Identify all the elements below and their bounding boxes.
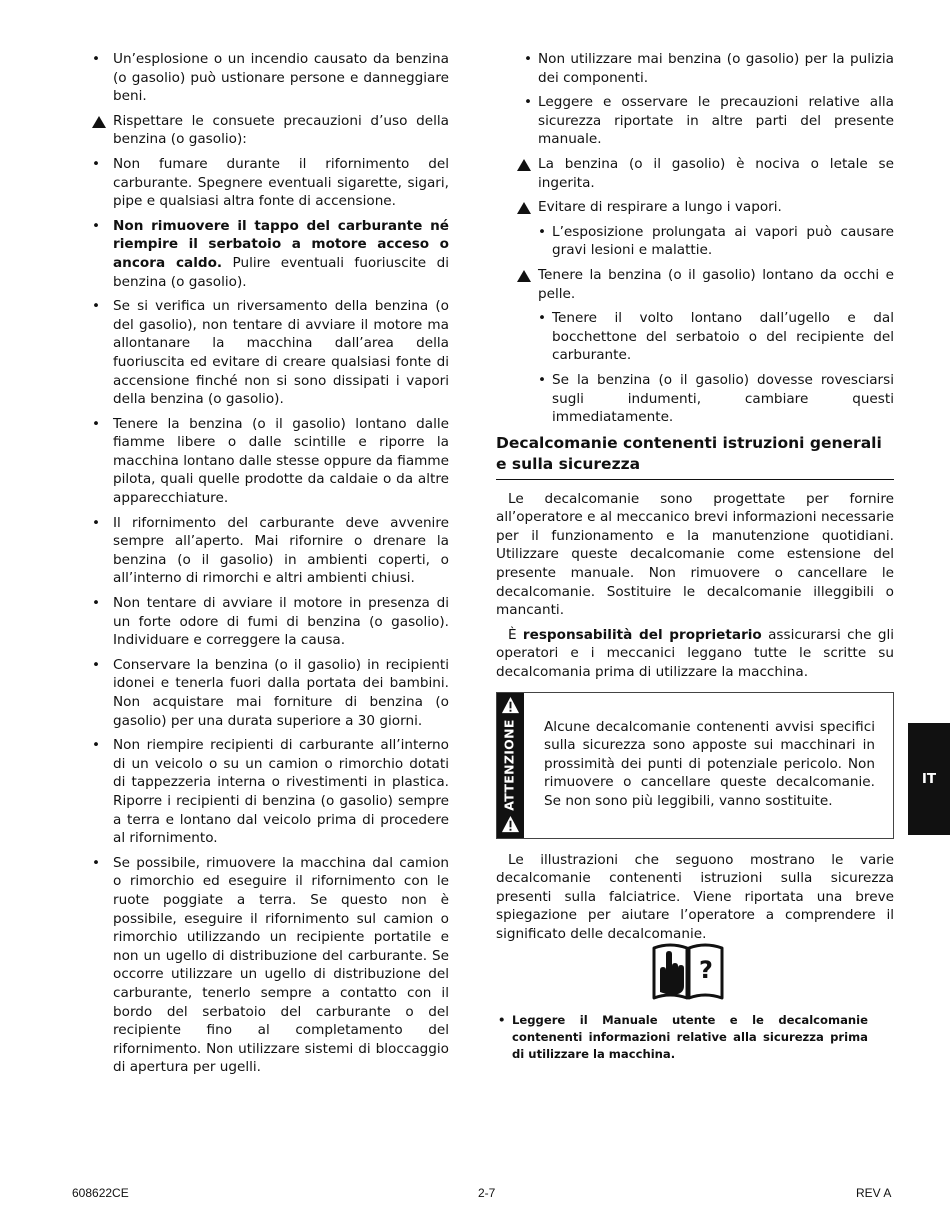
warning-triangle-icon: [517, 270, 531, 282]
warning-item-vapors: Evitare di respirare a lungo i vapori.: [517, 198, 894, 217]
bullet-outdoor-refuel: • Il rifornimento del carburante deve avvenire sempre all’aperto. Mai rifornire o drenare la benzina (o il gasolio) in ambienti coperti, o all’interno di rimorchi e altri ambienti chiusi.: [92, 514, 449, 588]
svg-text:?: ?: [699, 956, 713, 984]
section-title: Decalcomanie contenenti istruzioni generali e sulla sicurezza: [496, 433, 894, 480]
warning-triangle-icon: [517, 202, 531, 214]
warning-item-ingestion: La benzina (o il gasolio) è nociva o letale se ingerita.: [517, 155, 894, 192]
footer-revision: REV A: [856, 1186, 892, 1200]
bullet-exposure: • L’esposizione prolungata ai vapori può causare gravi lesioni e malattie.: [538, 223, 894, 260]
bullet-no-cleaning: • Non utilizzare mai benzina (o gasolio) per la pulizia dei componenti.: [524, 50, 894, 87]
paragraph-decals-intro: Le decalcomanie sono progettate per fornire all’operatore e al meccanico brevi informazioni necessarie per il funzionamento e la manutenzione quotidiani. Utilizzare queste decalcomanie come estensione del presente manuale. Non rimuovere o cancellare le decalcomanie. Sostituire le decalcomanie illeggibili o mancanti.: [496, 490, 894, 619]
footer-page-number: 2-7: [478, 1186, 496, 1200]
warning-triangle-icon: [517, 159, 531, 171]
bullet-no-smoking: • Non fumare durante il rifornimento del carburante. Spegnere eventuali sigarette, sigari, pipe e qualsiasi altra fonte di accensione.: [92, 155, 449, 211]
warning-text: Alcune decalcomanie contenenti avvisi specifici sulla sicurezza sono apposte sui macchinari in prossimità dei punti di potenziale pericolo. Non rimuovere o cancellare queste decalcomanie. Se non sono più leggibili, vanno sostituite.: [544, 718, 875, 809]
read-manual-icon: [650, 940, 726, 1004]
bullet-storage: • Conservare la benzina (o il gasolio) in recipienti idonei e tenerla fuori dalla portata dei bambini. Non acquistare mai forniture di benzina (o gasolio) per una durata superiore a 30 giorni.: [92, 656, 449, 730]
warning-box: [496, 692, 894, 839]
language-tab: [908, 723, 950, 835]
warning-band: [497, 693, 524, 838]
bullet-refuel-ground: • Se possibile, rimuovere la macchina dal camion o rimorchio ed eseguire il rifornimento con le ruote poggiate a terra. Se questo non è possibile, eseguire il rifornimento sul camion o rimorchio utilizzando un recipiente portatile e non un ugello di distribuzione del carburante. Se occorre utilizzare un ugello di distribuzione del carburante, tenerlo sempre a contatto con il bordo del serbatoio del carburante o del recipiente fino al completamento del rifornimento. Non utilizzare sistemi di bloccaggio di apertura per ugelli.: [92, 854, 449, 1077]
icon-caption: [498, 1012, 868, 1069]
bullet-containers: • Non riempire recipienti di carburante all’interno di un veicolo o su un camion o rimorchio dotati di tappezzeria interna o rivestimenti in plastica. Riporre i recipienti di benzina (o gasolio) sempre a terra e lontano dal veicolo prima di procedere al rifornimento.: [92, 736, 449, 848]
warning-item-eyes-skin: Tenere la benzina (o il gasolio) lontano da occhi e pelle.: [517, 266, 894, 303]
bullet-fumes: • Non tentare di avviare il motore in presenza di un forte odore di fumi di benzina (o gasolio). Individuare e correggere la causa.: [92, 594, 449, 650]
bullet-read-precautions: • Leggere e osservare le precauzioni relative alla sicurezza riportate in altre parti del presente manuale.: [524, 93, 894, 149]
bullet-clothing: • Se la benzina (o il gasolio) dovesse rovesciarsi sugli indumenti, cambiare questi immediatamente.: [538, 371, 894, 427]
footer-doc-number: 608622CE: [72, 1186, 129, 1200]
left-column: [92, 50, 449, 1083]
bullet-face-away: • Tenere il volto lontano dall’ugello e dal bocchettone del serbatoio o del recipiente del carburante.: [538, 309, 894, 365]
right-column: [496, 50, 894, 950]
warning-triangle-icon: [501, 815, 520, 834]
warning-triangle-icon: [501, 696, 520, 715]
paragraph-illustrations: Le illustrazioni che seguono mostrano le varie decalcomanie contenenti istruzioni sulla sicurezza presenti sulla falciatrice. Viene riportata una breve spiegazione per aiutare l’operatore a comprendere il significato delle decalcomanie.: [496, 851, 894, 942]
warning-label: ATTENZIONE: [501, 718, 517, 811]
warning-triangle-icon: [92, 116, 106, 128]
bullet-spill: • Se si verifica un riversamento della benzina (o del gasolio), non tentare di avviare il motore ma allontanare la macchina dall’area della fuoriuscita ed evitare di creare qualsiasi fonte di accensione finché non si sono dissipati i vapori della benzina (o gasolio).: [92, 297, 449, 409]
warning-item-precautions: Rispettare le consuete precauzioni d’uso della benzina (o gasolio):: [92, 112, 449, 149]
icon-caption-text: • Leggere il Manuale utente e le decalcomanie contenenti informazioni relative alla sicurezza prima di utilizzare la macchina.: [498, 1012, 868, 1063]
bullet-flames: • Tenere la benzina (o il gasolio) lontano dalle fiamme libere o dalle scintille e riporre la macchina lontano dalle stesse oppure da fiamme pilota, quali quelle prodotte da caldaie o da altre apparecchiature.: [92, 415, 449, 508]
paragraph-owner-responsibility: È responsabilità del proprietario assicurarsi che gli operatori e i meccanici leggano tutte le scritte su decalcomania prima di utilizzare la macchina.: [496, 626, 895, 681]
language-tab-label: IT: [921, 770, 937, 787]
bullet-explosion: • Un’esplosione o un incendio causato da benzina (o gasolio) può ustionare persone e danneggiare beni.: [92, 50, 449, 106]
bullet-fuel-cap: • Non rimuovere il tappo del carburante né riempire il serbatoio a motore acceso o ancora caldo. Pulire eventuali fuoriuscite di benzina (o gasolio).: [92, 217, 449, 291]
